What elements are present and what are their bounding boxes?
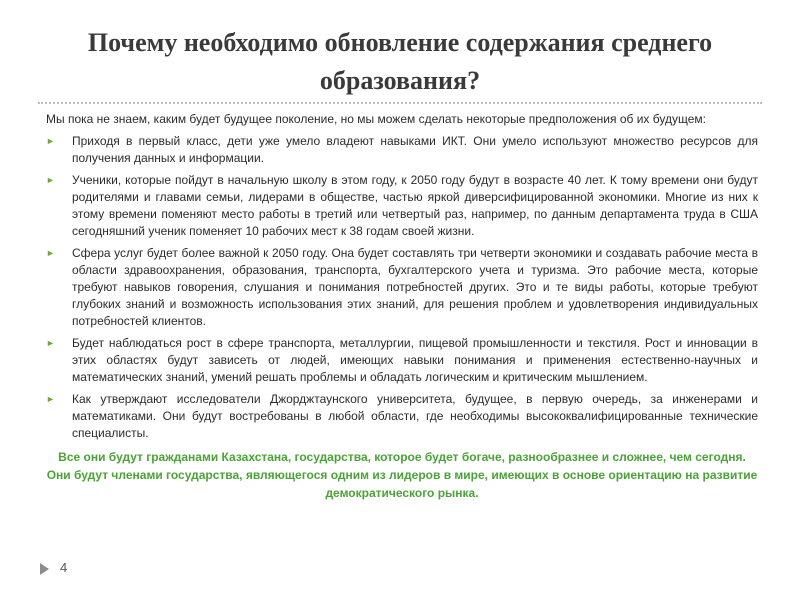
bullet-item-engineers	[46, 391, 758, 442]
intro-text: Мы пока не знаем, каким будет будущее поколение, но мы можем сделать некоторые предположения об их будущем:	[46, 112, 706, 126]
page-number: 4	[60, 560, 68, 575]
triangle-bullet-icon: ►	[46, 394, 55, 404]
title-divider	[38, 102, 762, 104]
bullet-item-industry-growth	[46, 335, 758, 386]
bullet-text: Сфера услуг будет более важной к 2050 году. Она будет составлять три четверти экономики и создавать рабочие места в области здравоохранения, образования, транспорта, бухгалтерского учета и туризма. Это рабочие места, которые требуют навыков говорения, слушания и понимания потребностей других. Это и те виды работы, которые требуют глубоких знаний и возможность использования этих знаний, для решения проблем и удовлетворения индивидуальных потребностей клиентов.	[72, 246, 758, 328]
bullet-item-2050-students	[46, 172, 758, 240]
bullet-text: Приходя в первый класс, дети уже умело владеют навыками ИКТ. Они умело используют множество ресурсов для получения данных и информации.	[72, 134, 758, 165]
slide-title: Почему необходимо обновление содержания среднего образования?	[87, 28, 713, 95]
bullet-text: Будет наблюдаться рост в сфере транспорта, металлургии, пищевой промышленности и текстиля. Рост и инновации в этих областях будут зависеть от людей, имеющих навыки понимания и применения естественно-научных и математических знаний, умений решать проблемы и обладать логическим и критическим мышлением.	[72, 336, 758, 384]
bullet-item-service-sector	[46, 245, 758, 330]
triangle-bullet-icon: ►	[46, 248, 55, 258]
bullet-text: Ученики, которые пойдут в начальную школу в этом году, к 2050 году будут в возрасте 40 лет. К тому времени они будут родителями и главами семьи, лидерами в обществе, частью яркой диверсифицированной экономики. Многие из них к этому времени поменяют место работы в третий или четвертый раз, например, по данным департамента труда в США сегодняшний ученик поменяет 10 рабочих мест к 38 годам своей жизни.	[72, 173, 758, 238]
bullet-list	[46, 133, 758, 442]
footer-arrow-icon	[40, 563, 49, 575]
bullet-item-ict	[46, 133, 758, 167]
conclusion-text: Все они будут гражданами Казахстана, государства, которое будет богаче, разнообразнее и сложнее, чем сегодня. Они будут членами государства, являющегося одним из лидеров в мире, имеющих в основе ориентацию на развитие демократического рынка.	[46, 450, 758, 500]
triangle-bullet-icon: ►	[46, 338, 55, 348]
triangle-bullet-icon: ►	[46, 175, 55, 185]
slide-content	[46, 111, 758, 502]
bullet-text: Как утверждают исследователи Джорджтаунского университета, будущее, в первую очередь, за инженерами и математиками. Они будут востребованы в любой области, где необходимы высококвалифицированные технические специалисты.	[72, 392, 758, 440]
triangle-bullet-icon: ►	[46, 136, 55, 146]
